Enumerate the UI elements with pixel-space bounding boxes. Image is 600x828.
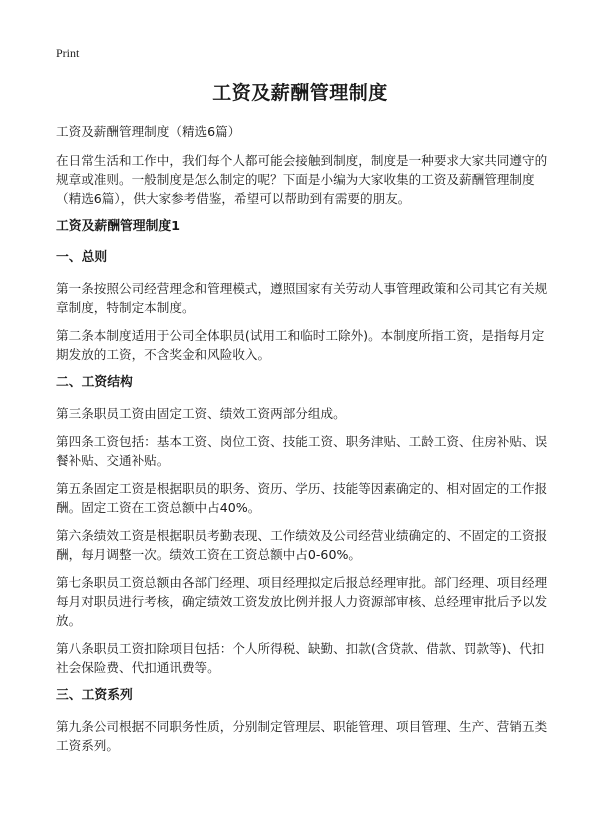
article-6: 第六条绩效工资是根据职员考勤表现、工作绩效及公司经营业绩确定的、不固定的工资报酬，每月调整一次。绩效工资在工资总额中占0-60%。 <box>56 528 548 562</box>
article-9: 第九条公司根据不同职务性质，分别制定管理层、职能管理、项目管理、生产、营销五类工资系列。 <box>56 719 548 753</box>
article-5: 第五条固定工资是根据职员的职务、资历、学历、技能等因素确定的、相对固定的工作报酬。固定工资在工资总额中占40%。 <box>56 481 548 515</box>
chapter-heading-structure: 二、工资结构 <box>56 375 133 390</box>
document-subtitle: 工资及薪酬管理制度（精选6篇） <box>56 124 241 139</box>
print-link[interactable]: Print <box>56 46 80 60</box>
article-7: 第七条职员工资总额由各部门经理、项目经理拟定后报总经理审批。部门经理、项目经理每月对职员进行考核，确定绩效工资发放比例并报人力资源部审核、总经理审批后予以发放。 <box>56 575 548 628</box>
chapter-heading-general: 一、总则 <box>56 250 108 265</box>
article-8: 第八条职员工资扣除项目包括：个人所得税、缺勤、扣款(含贷款、借款、罚款等)、代扣社会保险费、代扣通讯费等。 <box>56 641 545 675</box>
article-1: 第一条按照公司经营理念和管理模式，遵照国家有关劳动人事管理政策和公司其它有关规章制度，特制定本制度。 <box>56 281 548 315</box>
intro-paragraph: 在日常生活和工作中，我们每个人都可能会接触到制度，制度是一种要求大家共同遵守的规章或准则。一般制度是怎么制定的呢？下面是小编为大家收集的工资及薪酬管理制度（精选6篇），供大家参考借鉴，希望可以帮助到有需要的朋友。 <box>56 153 548 206</box>
page-title: 工资及薪酬管理制度 <box>212 82 388 104</box>
chapter-heading-series: 三、工资系列 <box>56 688 133 703</box>
article-2: 第二条本制度适用于公司全体职员(试用工和临时工除外)。本制度所指工资，是指每月定期发放的工资，不含奖金和风险收入。 <box>56 328 545 362</box>
document-body <box>56 122 548 764</box>
section-heading: 工资及薪酬管理制度1 <box>56 219 181 234</box>
article-4: 第四条工资包括：基本工资、岗位工资、技能工资、职务津贴、工龄工资、住房补贴、误餐补贴、交通补贴。 <box>56 434 548 468</box>
article-3: 第三条职员工资由固定工资、绩效工资两部分组成。 <box>56 406 346 421</box>
